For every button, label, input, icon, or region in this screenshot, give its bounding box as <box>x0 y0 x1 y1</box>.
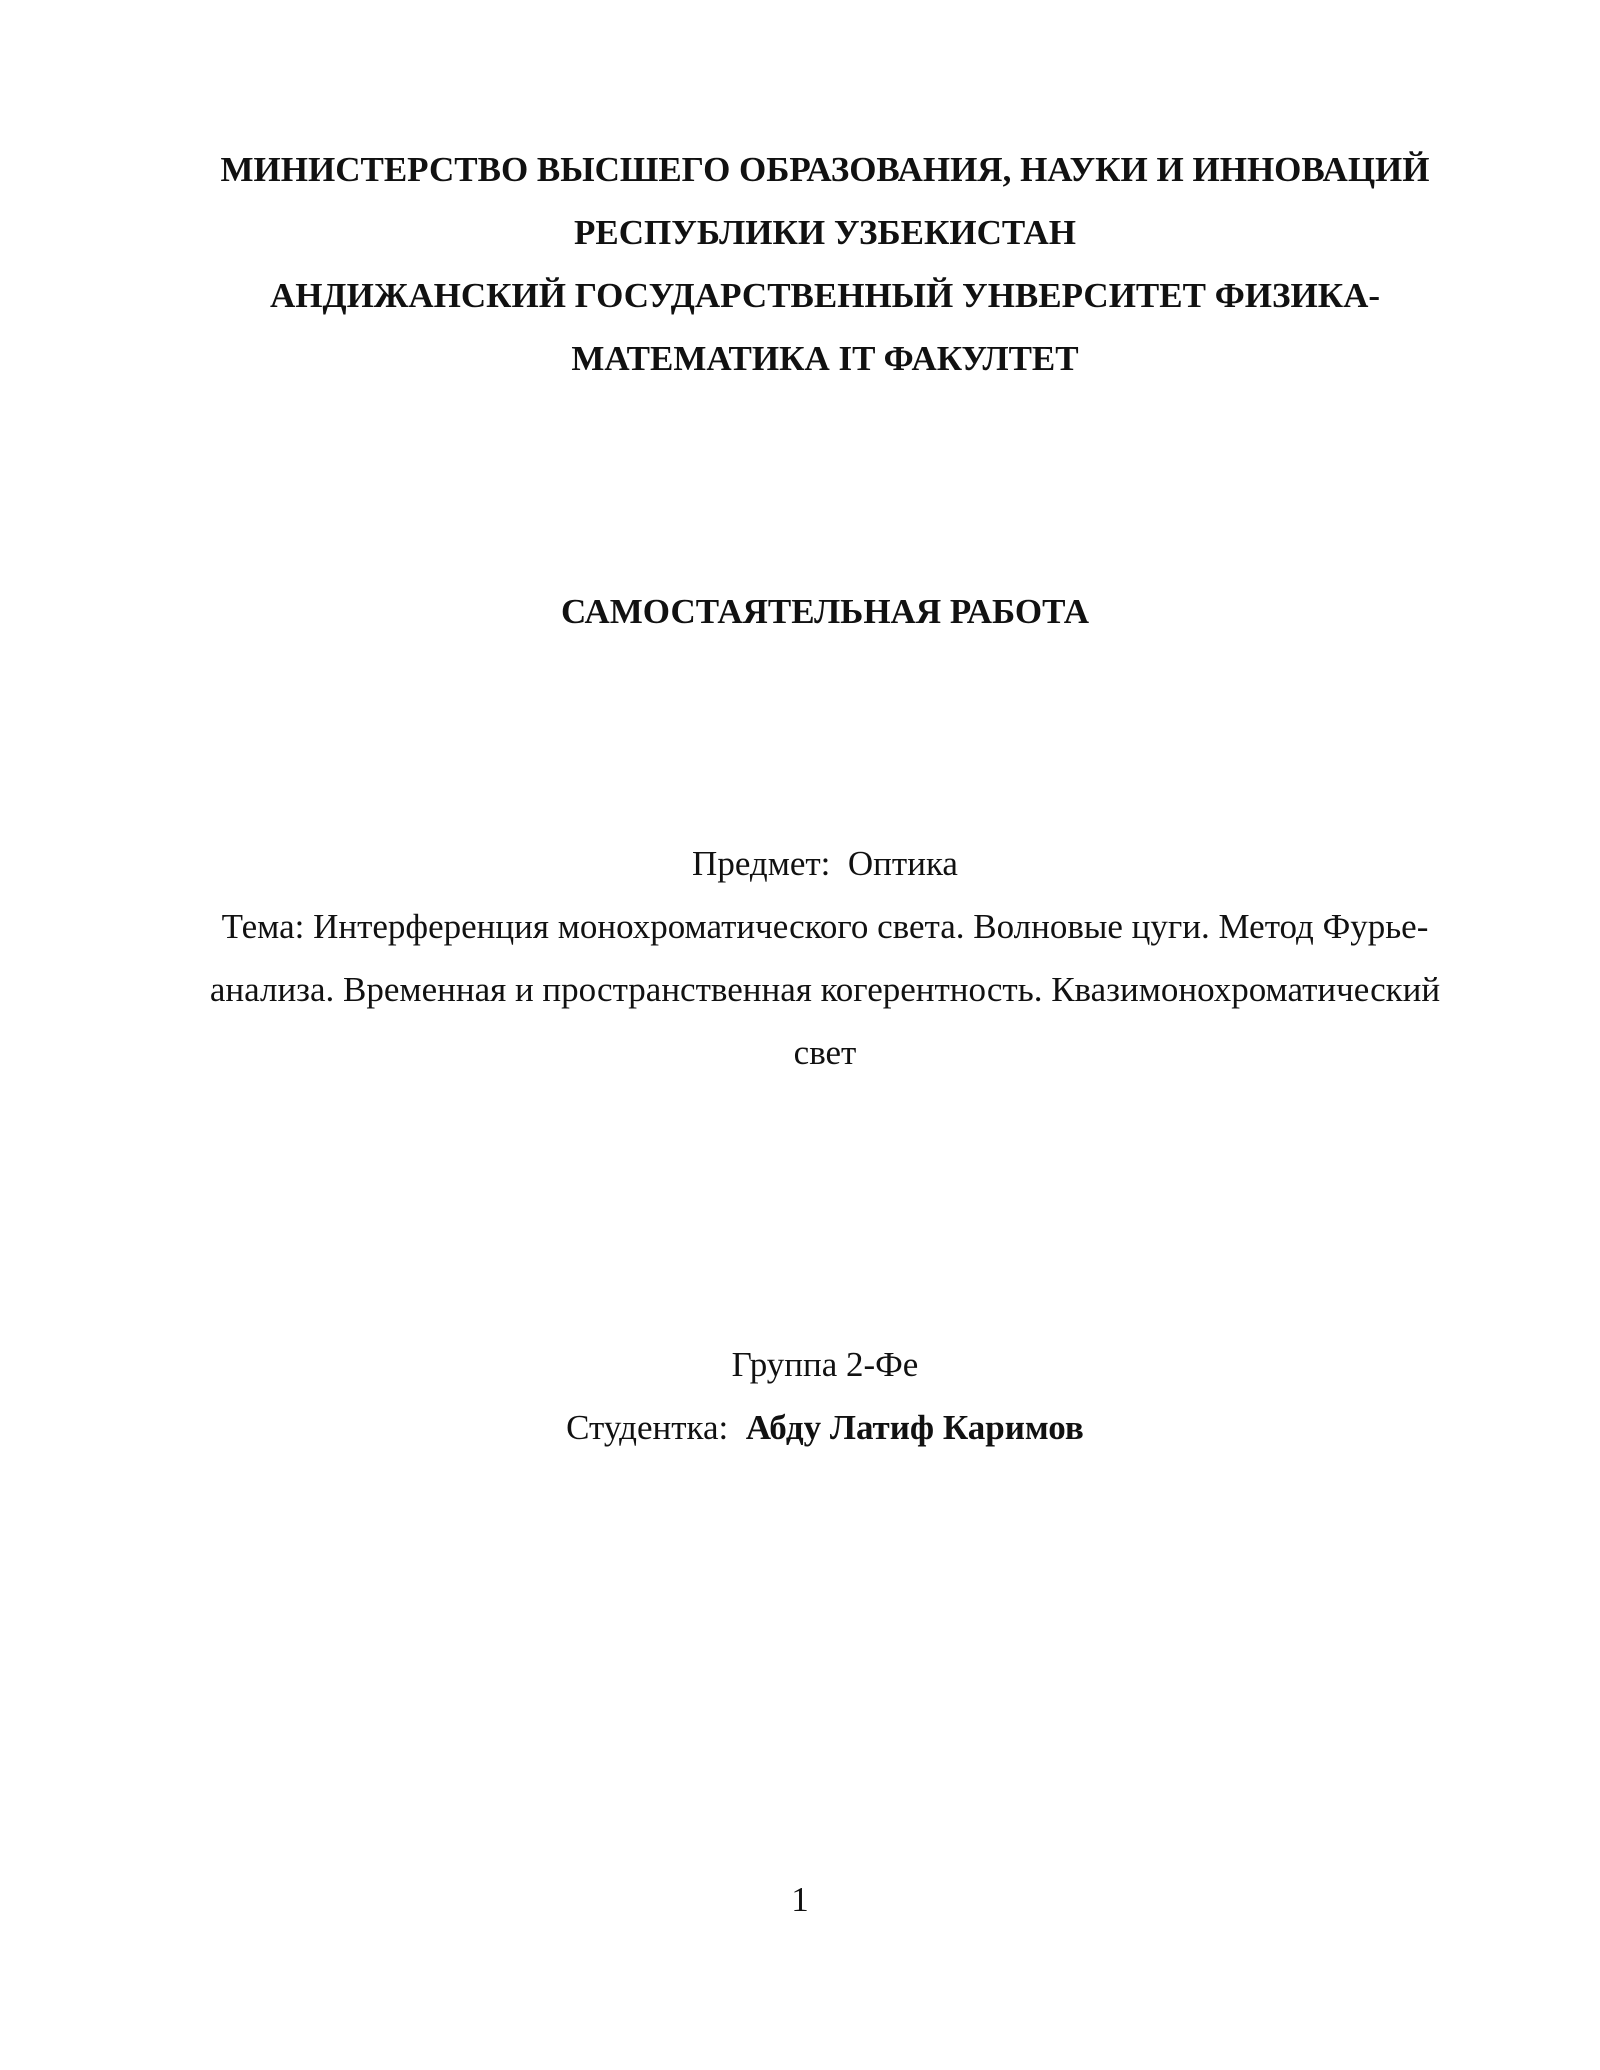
student-line <box>180 1396 1470 1459</box>
title-text: САМОСТАЯТЕЛЬНАЯ РАБОТА <box>560 592 1090 631</box>
topic-line-3: свет <box>793 1033 857 1072</box>
header-line-1: МИНИСТЕРСТВО ВЫСШЕГО ОБРАЗОВАНИЯ, НАУКИ И ИННОВАЦИЙ <box>220 150 1430 189</box>
topic-line-2: анализа. Временная и пространственная когерентность. Квазимонохроматический <box>209 970 1441 1009</box>
header-line-4: МАТЕМАТИКА IT ФАКУЛТЕТ <box>571 339 1079 378</box>
header-line-3: АНДИЖАНСКИЙ ГОСУДАРСТВЕННЫЙ УНВЕРСИТЕТ ФИЗИКА- <box>269 276 1381 315</box>
subject-line <box>180 832 1470 895</box>
subject-label: Предмет: <box>692 844 831 883</box>
student-info <box>180 1333 1470 1459</box>
group-line: Группа 2-Фе <box>731 1345 919 1384</box>
topic-line-1: Тема: Интерференция монохроматического света. Волновые цуги. Метод Фурье- <box>221 907 1429 946</box>
student-name: Абду Латиф Каримов <box>745 1408 1084 1447</box>
document-title <box>180 580 1470 643</box>
subject-value: Оптика <box>847 844 958 883</box>
student-label: Студентка: <box>566 1408 729 1447</box>
ministry-header <box>180 138 1470 390</box>
header-line-2: РЕСПУБЛИКИ УЗБЕКИСТАН <box>574 213 1076 252</box>
page-number: 1 <box>791 1880 809 1919</box>
subject-section <box>180 832 1470 1084</box>
